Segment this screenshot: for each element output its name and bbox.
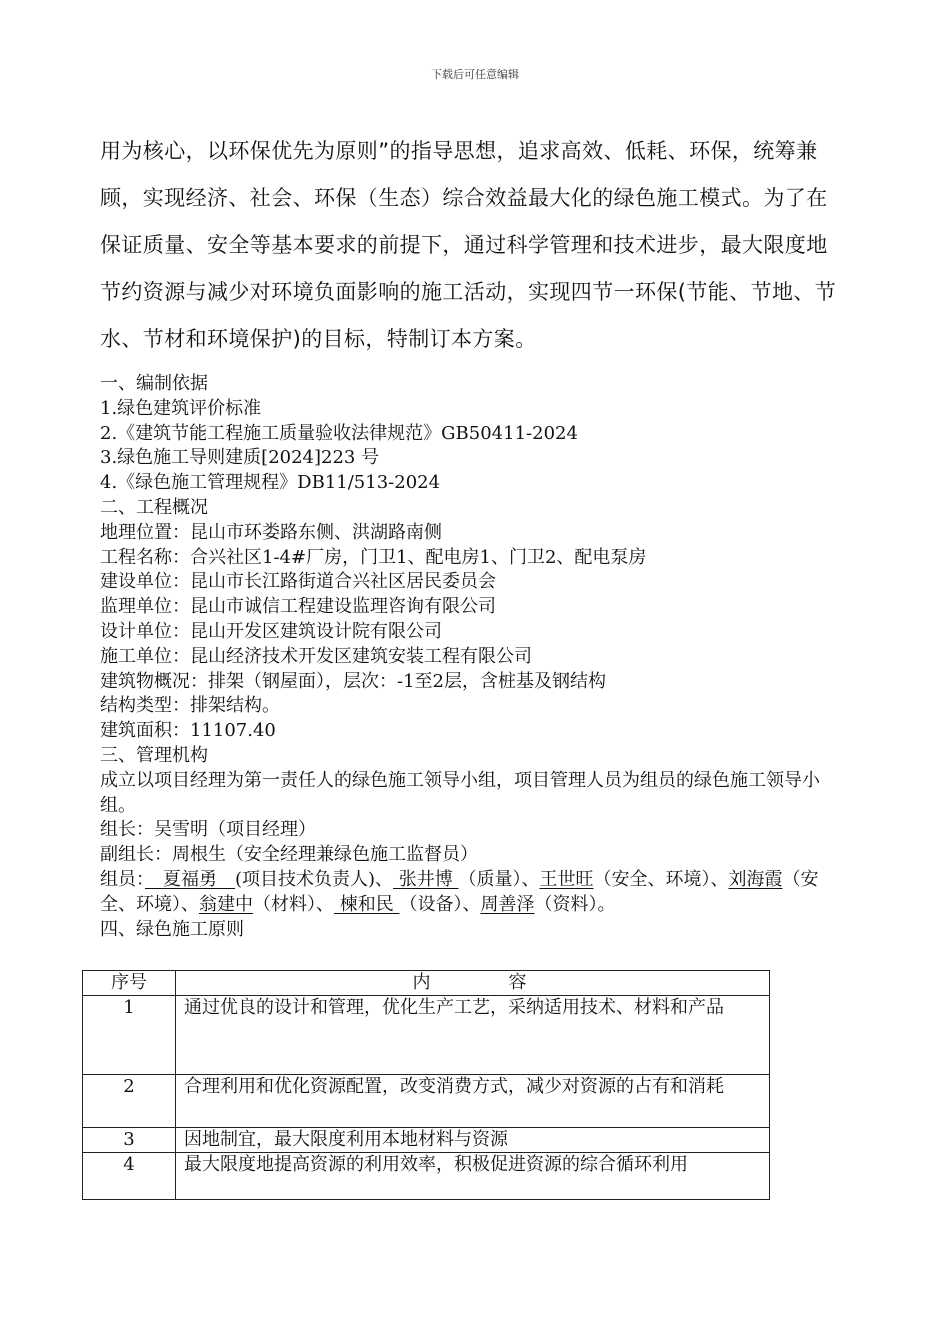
basis-item: 4.《绿色施工管理规程》DB11/513-2024 [100,472,441,494]
row-number: 3 [83,1128,176,1153]
basis-item: 3.绿色施工导则建质[2024]223 号 [100,447,380,469]
table-header-row [83,971,770,996]
member-role: (项目技术负责人)、 [235,868,394,890]
row-content: 因地制宜，最大限度利用本地材料与资源 [176,1128,770,1153]
organization-leader: 组长：吴雪明（项目经理） [100,819,316,841]
section-heading-basis: 一、编制依据 [100,373,208,394]
member-name: 张井博 [393,868,459,890]
member-role: （质量）、 [458,868,540,890]
member-role: （资料）。 [534,893,616,915]
row-number: 2 [83,1075,176,1128]
member-role: （安全、环境）、 [100,868,819,915]
row-number: 4 [83,1153,176,1200]
member-name: 翁建中 [199,893,253,915]
members-label: 组员： [100,868,145,890]
page-header-note: 下载后可任意编辑 [431,68,519,81]
overview-structure: 结构类型：排架结构。 [100,695,280,717]
row-content: 通过优良的设计和管理，优化生产工艺，采纳适用技术、材料和产品 [176,996,770,1075]
table-row [83,996,770,1075]
member-name: 楝和民 [334,893,400,915]
organization-members [100,868,845,918]
member-name: 刘海霞 [728,868,783,890]
overview-building: 建筑物概况：排架（钢屋面），层次：-1至2层，含桩基及钢结构 [100,670,606,692]
section-heading-overview: 二、工程概况 [100,496,208,518]
basis-item: 1.绿色建筑评价标准 [100,397,262,419]
row-content: 合理利用和优化资源配置，改变消费方式，减少对资源的占有和消耗 [176,1075,770,1128]
table-row [83,1128,770,1153]
member-role: （设备）、 [399,893,481,915]
overview-owner: 建设单位：昆山市长江路街道合兴社区居民委员会 [100,571,496,593]
column-header-content: 内 容 [176,971,770,996]
row-number: 1 [83,996,176,1075]
member-name: 夏福勇 [145,868,235,890]
member-role: （材料）、 [253,893,334,915]
organization-deputy: 副组长：周根生（安全经理兼绿色施工监督员） [100,844,478,866]
section-heading-organization: 三、管理机构 [100,744,208,766]
table-row [83,1153,770,1200]
overview-area: 建筑面积：11107.40 [100,720,276,742]
organization-description: 成立以项目经理为第一责任人的绿色施工领导小组，项目管理人员为组员的绿色施工领导小组。 [100,769,820,816]
section-heading-principles: 四、绿色施工原则 [100,918,244,940]
member-name: 周善泽 [480,893,535,915]
overview-designer: 设计单位：昆山开发区建筑设计院有限公司 [100,620,442,642]
table-row [83,1075,770,1128]
principles-table [82,970,770,1200]
basis-item: 2.《建筑节能工程施工质量验收法律规范》GB50411-2024 [100,422,578,444]
overview-location: 地理位置：昆山市环娄路东侧、洪湖路南侧 [100,521,442,543]
member-name: 王世旺 [539,868,594,890]
overview-project-name: 工程名称：合兴社区1-4#厂房，门卫1、配电房1、门卫2、配电泵房 [100,546,647,568]
overview-contractor: 施工单位：昆山经济技术开发区建筑安装工程有限公司 [100,645,532,667]
overview-supervisor: 监理单位：昆山市诚信工程建设监理咨询有限公司 [100,596,496,618]
intro-paragraph: 用为核心，以环保优先为原则”的指导思想，追求高效、低耗、环保，统筹兼顾，实现经济、社会、环保（生态）综合效益最大化的绿色施工模式。为了在保证质量、安全等基本要求的前提下，通过科学管理和技术进步，最大限度地节约资源与减少对环境负面影响的施工活动，实现四节一环保(节能、节地、节水、节材和环境保护)的目标，特制订本方案。 [100,139,837,351]
column-header-number: 序号 [83,971,176,996]
document-body [100,372,845,942]
member-role: （安全、环境）、 [593,868,729,890]
row-content: 最大限度地提高资源的利用效率，积极促进资源的综合循环利用 [176,1153,770,1200]
